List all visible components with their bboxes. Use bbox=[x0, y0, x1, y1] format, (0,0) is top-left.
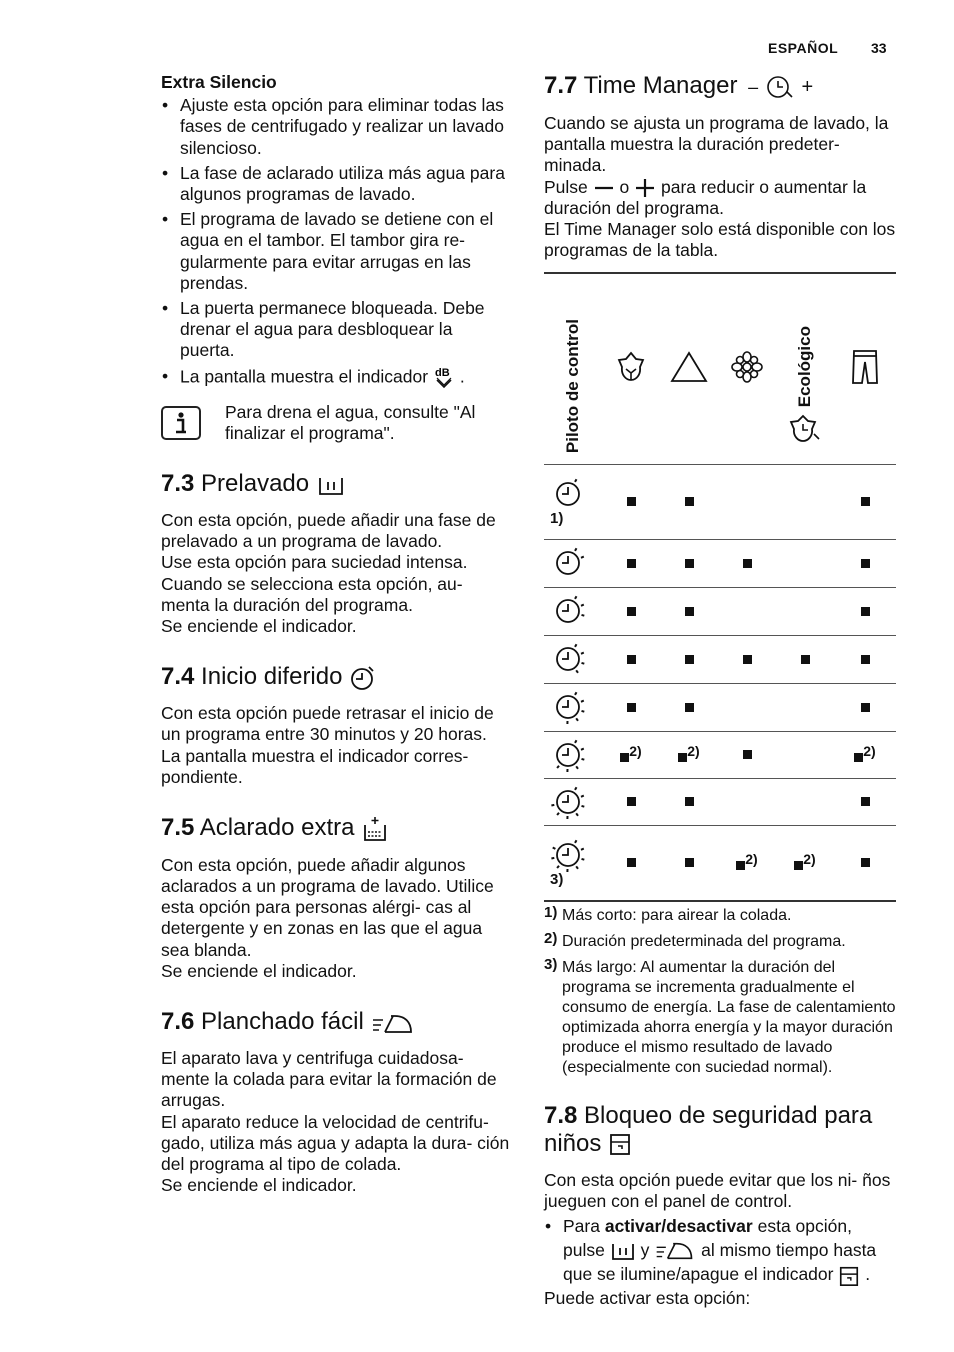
s73-body: Use esta opción para suciedad intensa. Cuando se selecciona esta opción, au- menta la duración del programa. bbox=[161, 552, 468, 615]
footnotes bbox=[544, 903, 896, 1078]
s77-body1: Cuando se ajusta un programa de lavado, la pantalla muestra la duración predeter- minada. bbox=[544, 113, 889, 176]
s75-body: Con esta opción, puede añadir algunos aclarados a un programa de lavado. Utilice esta opción para personas alérgi- cas al detergente y en zonas en las que el agua sea blanda. bbox=[161, 854, 494, 960]
check-mark bbox=[861, 497, 870, 506]
check-mark bbox=[854, 753, 863, 762]
cell-footnote: 2) bbox=[687, 743, 700, 760]
time-manager-icon bbox=[765, 74, 795, 100]
duration-clock-icon bbox=[550, 545, 588, 581]
extra-rinse-icon bbox=[361, 815, 389, 843]
synthetics-icon bbox=[668, 349, 710, 385]
s78-body: Con esta opción puede evitar que los ni- ños jueguen con el panel de control. bbox=[544, 1169, 891, 1211]
minus-button-icon bbox=[593, 181, 615, 195]
list-item: • La puerta permanece bloqueada. Debe drenar el agua para desbloquear la puerta. bbox=[161, 298, 511, 362]
check-mark bbox=[627, 607, 636, 616]
check-mark bbox=[627, 797, 636, 806]
table-header-row bbox=[544, 273, 896, 465]
check-mark bbox=[627, 703, 636, 712]
check-mark bbox=[627, 858, 636, 867]
duration-clock-icon bbox=[550, 641, 588, 677]
check-mark bbox=[861, 703, 870, 712]
extra-silencio-list bbox=[161, 95, 511, 389]
cell-footnote: 2) bbox=[863, 743, 876, 760]
table-row bbox=[544, 778, 896, 825]
duration-clock-icon bbox=[550, 476, 588, 512]
list-item: • Para activar/desactivar esta opción, pulse y al mismo tiempo hasta que se ilumine/apague el indicador . bbox=[544, 1214, 896, 1288]
plus-sign: + bbox=[801, 76, 814, 98]
check-mark bbox=[861, 858, 870, 867]
check-mark bbox=[627, 655, 636, 664]
list-item: • Ajuste esta opción para eliminar todas las fases de centrifugado y realizar un lavado silencioso. bbox=[161, 95, 511, 159]
check-mark bbox=[685, 703, 694, 712]
row-footnote: 3) bbox=[550, 871, 564, 889]
s78-last: Puede activar esta opción: bbox=[544, 1287, 751, 1308]
check-mark bbox=[685, 797, 694, 806]
section-7-6-title: 7.6 Planchado fácil bbox=[161, 1008, 511, 1036]
check-mark bbox=[685, 559, 694, 568]
table-row bbox=[544, 825, 896, 901]
minus-sign: – bbox=[748, 77, 759, 97]
check-mark bbox=[685, 655, 694, 664]
plus-button-icon bbox=[634, 178, 656, 198]
footnote: 1) Más corto: para airear la colada. bbox=[544, 903, 792, 924]
prewash-icon bbox=[610, 1240, 636, 1262]
info-note-text: Para drena el agua, consulte "Al finalizar el programa". bbox=[225, 401, 476, 443]
check-mark bbox=[736, 861, 745, 870]
check-mark bbox=[678, 753, 687, 762]
delay-clock-icon bbox=[349, 665, 377, 691]
s78-list bbox=[544, 1214, 896, 1288]
cotton-eco-icon bbox=[614, 349, 648, 385]
check-mark bbox=[794, 861, 803, 870]
eco-cotton-icon bbox=[788, 412, 822, 446]
delicates-flower-icon bbox=[730, 350, 764, 384]
child-lock-icon bbox=[838, 1264, 860, 1288]
list-item: • La pantalla muestra el indicador dB . bbox=[161, 366, 511, 390]
s73-body: Con esta opción, puede añadir una fase de prelavado a un programa de lavado. bbox=[161, 510, 496, 552]
list-item: • La fase de aclarado utiliza más agua para algunos programas de lavado. bbox=[161, 163, 511, 205]
footnote: 3) Más largo: Al aumentar la duración del programa se incrementa gradualmente el consumo de energía. La fase de calentamiento optimizada ahorra energía y la mayor duración produce el mismo resultado de lavado (especialmente con suciedad normal). bbox=[544, 955, 896, 1076]
duration-clock-icon bbox=[550, 737, 588, 773]
check-mark bbox=[861, 797, 870, 806]
s76-body: El aparato reduce la velocidad de centrifu- gado, utiliza más agua y adapta la dura- ción del programa al tipo de colada. bbox=[161, 1111, 510, 1174]
svg-text:dB: dB bbox=[434, 366, 450, 379]
section-7-5-title: 7.5 Aclarado extra bbox=[161, 814, 511, 843]
check-mark bbox=[743, 655, 752, 664]
right-column bbox=[544, 72, 896, 1309]
s73-body: Se enciende el indicador. bbox=[161, 616, 357, 637]
s76-body: Se enciende el indicador. bbox=[161, 1175, 357, 1196]
cell-footnote: 2) bbox=[629, 743, 642, 760]
check-mark bbox=[861, 559, 870, 568]
easy-iron-icon bbox=[654, 1240, 696, 1262]
child-lock-icon bbox=[608, 1131, 632, 1157]
col-eco-header: Ecológico bbox=[795, 326, 814, 408]
check-mark bbox=[743, 750, 752, 759]
extra-silencio-title: Extra Silencio bbox=[161, 72, 277, 92]
section-7-8-title: 7.8 Bloqueo de seguridad para niños bbox=[544, 1101, 873, 1157]
check-mark bbox=[861, 607, 870, 616]
duration-clock-icon bbox=[550, 689, 588, 725]
duration-clock-icon bbox=[550, 784, 588, 820]
s75-body: Se enciende el indicador. bbox=[161, 960, 357, 981]
easy-iron-icon bbox=[371, 1010, 415, 1036]
check-mark bbox=[685, 497, 694, 506]
section-7-7-title: 7.7 Time Manager – + bbox=[544, 72, 814, 99]
section-7-4-title: 7.4 Inicio diferido bbox=[161, 663, 511, 691]
duration-clock-icon bbox=[550, 593, 588, 629]
table-row bbox=[544, 683, 896, 731]
s74-body: Con esta opción puede retrasar el inicio de un programa entre 30 minutos y 20 horas. bbox=[161, 703, 494, 745]
info-note bbox=[161, 402, 511, 444]
check-mark bbox=[627, 497, 636, 506]
header-language: ESPAÑOL bbox=[768, 40, 839, 56]
duration-clock-icon bbox=[550, 837, 588, 873]
s76-body: El aparato lava y centrifuga cuidadosa- mente la colada para evitar la formación de arrugas. bbox=[161, 1047, 497, 1111]
check-mark bbox=[685, 858, 694, 867]
left-column bbox=[161, 72, 511, 1196]
table-row bbox=[544, 464, 896, 539]
s77-body3: El Time Manager solo está disponible con los programas de la tabla. bbox=[544, 219, 896, 261]
db-icon bbox=[433, 366, 455, 390]
check-mark bbox=[685, 607, 694, 616]
check-mark bbox=[627, 559, 636, 568]
section-7-3-title: 7.3 Prelavado bbox=[161, 470, 511, 498]
check-mark bbox=[620, 753, 629, 762]
prewash-icon bbox=[316, 472, 346, 498]
check-mark bbox=[743, 559, 752, 568]
check-mark bbox=[861, 655, 870, 664]
check-mark bbox=[801, 655, 810, 664]
col-control-header: Piloto de control bbox=[563, 319, 582, 454]
info-icon bbox=[161, 406, 201, 440]
jeans-icon bbox=[850, 348, 880, 386]
footnote: 2) Duración predeterminada del programa. bbox=[544, 929, 846, 950]
table-row bbox=[544, 635, 896, 683]
table-row bbox=[544, 587, 896, 635]
list-item: • El programa de lavado se detiene con el agua en el tambor. El tambor gira re- gularmente para evitar arrugas en las prendas. bbox=[161, 209, 511, 294]
s77-body2: Pulse o para reducir o aumentar la duración del programa. bbox=[544, 176, 867, 218]
table-row bbox=[544, 731, 896, 778]
time-manager-table bbox=[544, 272, 896, 902]
table-row bbox=[544, 539, 896, 587]
s74-body: La pantalla muestra el indicador corres- pondiente. bbox=[161, 745, 469, 787]
cell-footnote: 2) bbox=[745, 851, 758, 868]
cell-footnote: 2) bbox=[803, 851, 816, 868]
page-number: 33 bbox=[871, 40, 887, 56]
row-footnote: 1) bbox=[550, 510, 564, 528]
